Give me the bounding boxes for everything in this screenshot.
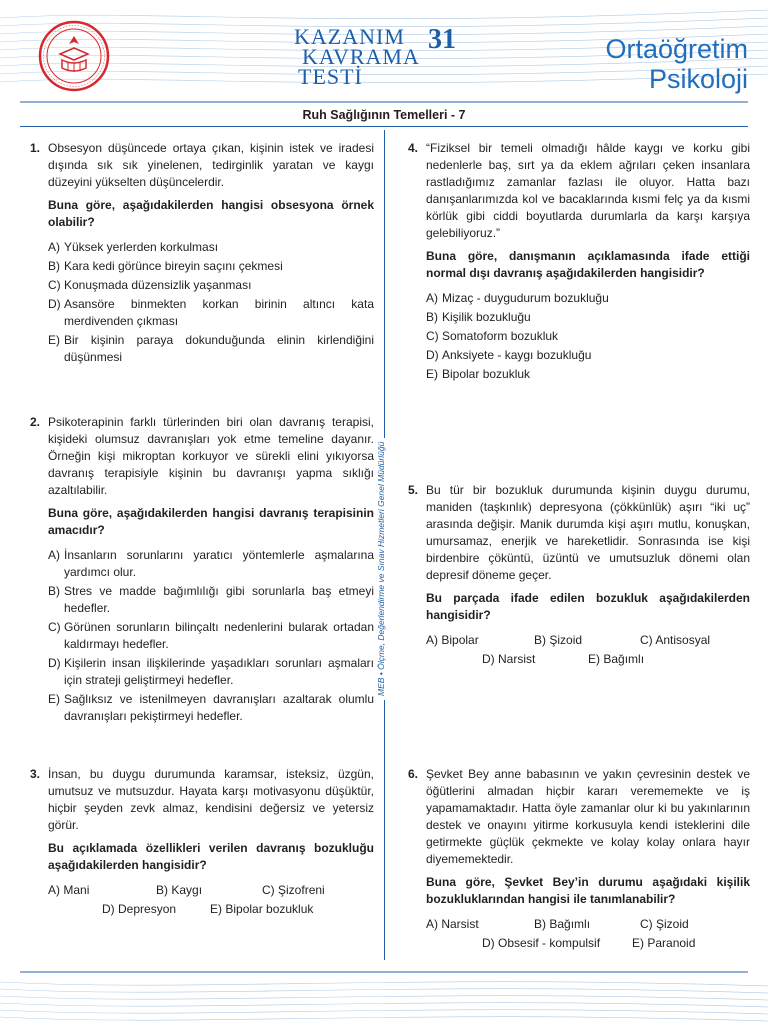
test-number: 31 bbox=[428, 24, 456, 55]
question-text: Şevket Bey anne babasının ve yakın çevresinin destek ve öğütlerini almadan hiçbir kararı verememekte ve iş yapamamaktadır. Hatta öyle zamanlar olur ki bu yakınlarının destek ve onayını yitirme korkusuyla kendi isteklerini dile getirmekte güçlük çekmekte ve kolay kolay onlara hayır diyememektedir. bbox=[426, 767, 750, 866]
option-e[interactable]: E) Sağlıksız ve istenilmeyen davranışları azaltarak olumlu davranışları pekiştirmeyi hedefler. bbox=[48, 692, 374, 723]
question-text: Bu tür bir bozukluk durumunda kişinin duygu durumu, maniden (taşkınlık) depresyona (çökkünlük) aşırı “iki uç” arasında değişir. Manik durumda kişi aşırı mutlu, konuşkan, umursamaz, enerjik ve hareketlidir. Sonrasında ise kişi birdenbire çöküntü, üzüntü ve umutsuzluk dönemi olan depresif döneme geçer. bbox=[426, 483, 750, 582]
option-c[interactable]: C) Konuşmada düzensizlik yaşanması bbox=[48, 278, 252, 292]
question-text: İnsan, bu duygu durumunda karamsar, isteksiz, üzgün, umutsuz ve mutsuzdur. Hayata karşı motivasyonu düşüktür, hiçbir şeyden zevk almaz, kendisini değersiz ve yetersiz görür. bbox=[48, 767, 374, 832]
option-e[interactable]: E) Paranoid bbox=[632, 936, 696, 950]
question-stem: Buna göre, Şevket Bey’in durumu aşağıdaki kişilik bozukluklarından hangisi ile tanımlanabilir? bbox=[426, 875, 750, 906]
option-b[interactable]: B) Stres ve madde bağımlılığı gibi sorunlarla baş etmeyi hedefler. bbox=[48, 584, 374, 615]
question-text: “Fiziksel bir temeli olmadığı hâlde kaygı ve korku gibi nedenlerle baş, sırt ya da eklem ağrıları çeken insanlara rastladığımız zamanlar fazlası ile oluyor. Hatta bazı danışanlarımızda kol ve bacaklarında kısmi felç ya da kısmi körlük gibi ciddi boyutlarda durumlarla da karşı karşıya gelebiliyoruz.” bbox=[426, 141, 750, 240]
brand-line-kazanim: KAZANIM bbox=[294, 24, 405, 49]
option-c[interactable]: C) Şizofreni bbox=[262, 883, 325, 897]
question-stem: Bu parçada ifade edilen bozukluk aşağıdakilerden hangisidir? bbox=[426, 591, 750, 622]
subject-title: Ruh Sağlığının Temelleri - 7 bbox=[302, 108, 466, 122]
option-a[interactable]: A) Bipolar bbox=[426, 633, 479, 647]
option-list bbox=[48, 882, 374, 918]
brand-line-kavrama: KAVRAMA bbox=[302, 44, 420, 69]
question-number: 3. bbox=[30, 767, 41, 781]
option-b[interactable]: B) Şizoid bbox=[534, 633, 583, 647]
question-stem: Buna göre, aşağıdakilerden hangisi davranış terapisinin amacıdır? bbox=[48, 506, 374, 537]
question-stem: Buna göre, danışmanın açıklamasında ifade ettiği normal dışı davranış aşağıdakilerden hangisidir? bbox=[426, 249, 750, 280]
question-number: 2. bbox=[30, 415, 41, 429]
option-d[interactable]: D) Narsist bbox=[482, 652, 536, 666]
option-list bbox=[426, 916, 750, 952]
option-a[interactable]: A) Mizaç - duygudurum bozukluğu bbox=[426, 291, 609, 305]
question-number: 4. bbox=[408, 141, 419, 155]
option-d[interactable]: D) Kişilerin insan ilişkilerinde yaşadıkları sorunları aşmaları için strateji geliştirmeyi hedefler. bbox=[48, 656, 374, 687]
question-stem: Buna göre, aşağıdakilerden hangisi obsesyona örnek olabilir? bbox=[48, 198, 374, 229]
option-e[interactable]: E) Bir kişinin paraya dokunduğunda elinin kirlendiğini düşünmesi bbox=[48, 333, 374, 364]
option-d[interactable]: D) Depresyon bbox=[102, 902, 177, 916]
option-list bbox=[48, 547, 374, 725]
subject-divider bbox=[20, 126, 748, 127]
option-c[interactable]: C) Antisosyal bbox=[640, 633, 711, 647]
option-a[interactable]: A) Narsist bbox=[426, 917, 479, 931]
course-level: Ortaöğretim bbox=[605, 34, 748, 64]
ministry-seal-icon bbox=[38, 20, 110, 92]
option-e[interactable]: E) Bipolar bozukluk bbox=[426, 367, 531, 381]
question-text: Psikoterapinin farklı türlerinden biri olan davranış terapisi, kişideki olumsuz davranışları yok etme temeline dayanır. Örneğin kişi mikroptan korkuyor ve sürekli elini yıkıyorsa davranış terapisiyle kişinin bu davranışı yapma sıklığı azaltılabilir. bbox=[48, 415, 374, 497]
option-b[interactable]: B) Bağımlı bbox=[534, 917, 591, 931]
option-a[interactable]: A) İnsanların sorunlarını yaratıcı yöntemlerle aşmalarına yardımcı olur. bbox=[48, 548, 374, 579]
side-vertical-text: MEB • Ölçme, Değerlendirme ve Sınav Hizmetleri Genel Müdürlüğü bbox=[376, 438, 386, 700]
brand-logo bbox=[294, 22, 474, 94]
option-c[interactable]: C) Somatoform bozukluk bbox=[426, 329, 559, 343]
option-b[interactable]: B) Kara kedi görünce bireyin saçını çekmesi bbox=[48, 259, 283, 273]
question-stem: Bu açıklamada özellikleri verilen davranış bozukluğu aşağıdakilerden hangisidir? bbox=[48, 841, 374, 872]
brand-line-testi: TESTİ bbox=[298, 64, 363, 89]
question-number: 5. bbox=[408, 483, 419, 497]
question-number: 6. bbox=[408, 767, 419, 781]
option-a[interactable]: A) Yüksek yerlerden korkulması bbox=[48, 240, 219, 254]
question-number: 1. bbox=[30, 141, 41, 155]
option-d[interactable]: D) Anksiyete - kaygı bozukluğu bbox=[426, 348, 592, 362]
option-e[interactable]: E) Bipolar bozukluk bbox=[210, 902, 314, 916]
course-title bbox=[605, 34, 748, 94]
option-d[interactable]: D) Asansöre binmekten korkan birinin altıncı kata merdivenden çıkması bbox=[48, 297, 374, 328]
option-list bbox=[48, 239, 374, 366]
option-list bbox=[426, 290, 750, 383]
question-text: Obsesyon düşüncede ortaya çıkan, kişinin istek ve iradesi dışında sık sık yinelenen, tedirginlik yaratan ve kaygı düzeyini yükselten düşüncelerdir. bbox=[48, 141, 374, 189]
option-d[interactable]: D) Obsesif - kompulsif bbox=[482, 936, 601, 950]
option-e[interactable]: E) Bağımlı bbox=[588, 652, 645, 666]
option-c[interactable]: C) Görünen sorunların bilinçaltı nedenlerini bularak ortadan kaldırmayı hedefler. bbox=[48, 620, 374, 651]
option-b[interactable]: B) Kaygı bbox=[156, 883, 203, 897]
course-name: Psikoloji bbox=[648, 64, 748, 94]
footer-wave-decoration bbox=[0, 968, 768, 1024]
option-list bbox=[426, 632, 750, 668]
option-a[interactable]: A) Mani bbox=[48, 883, 90, 897]
option-c[interactable]: C) Şizoid bbox=[640, 917, 689, 931]
option-b[interactable]: B) Kişilik bozukluğu bbox=[426, 310, 531, 324]
